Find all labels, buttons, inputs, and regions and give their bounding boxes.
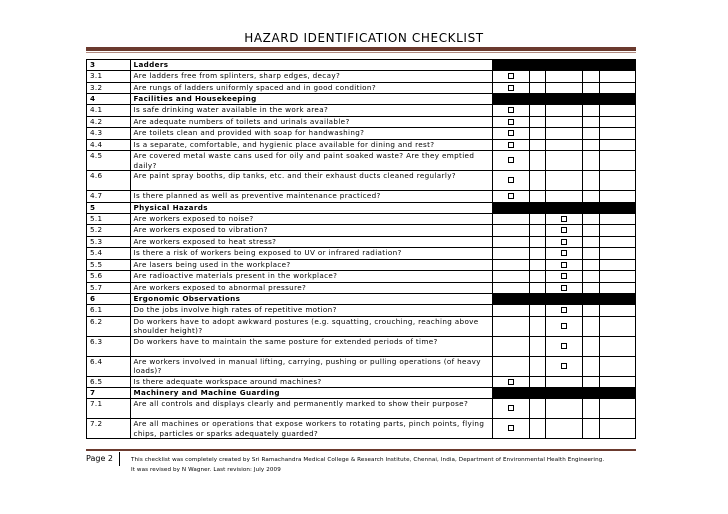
checklist-row <box>87 151 636 171</box>
answer-cell <box>493 82 529 94</box>
answer-cell <box>546 316 582 336</box>
question-text: Are workers involved in manual lifting, carrying, pushing or pulling operations (of heavy loads)? <box>130 356 493 376</box>
answer-cell <box>529 191 546 203</box>
checklist-row <box>87 356 636 376</box>
answer-cell <box>599 399 635 419</box>
page-title: HAZARD IDENTIFICATION CHECKLIST <box>244 31 484 45</box>
answer-cell <box>582 225 599 237</box>
answer-cell <box>529 128 546 140</box>
answer-cell <box>546 171 582 191</box>
answer-cell <box>582 248 599 260</box>
item-number: 7 <box>87 388 131 399</box>
answer-cell <box>529 213 546 225</box>
hazard-checklist-table <box>86 59 636 439</box>
answer-cell <box>599 376 635 388</box>
answer-cell <box>582 82 599 94</box>
checkbox-icon[interactable] <box>508 405 514 411</box>
question-text: Do the jobs involve high rates of repetitive motion? <box>130 305 493 317</box>
answer-cell <box>529 282 546 294</box>
answer-cell <box>599 336 635 356</box>
answer-cell <box>599 71 635 83</box>
answer-cell <box>493 105 529 117</box>
answer-cell <box>582 71 599 83</box>
answer-cell <box>529 376 546 388</box>
checklist-row <box>87 225 636 237</box>
item-number: 5.3 <box>87 236 131 248</box>
question-text: Are ladders free from splinters, sharp edges, decay? <box>130 71 493 83</box>
checkbox-icon[interactable] <box>561 216 567 222</box>
checkbox-icon[interactable] <box>508 425 514 431</box>
answer-cell <box>582 116 599 128</box>
answer-cell <box>529 60 546 71</box>
question-text: Are all machines or operations that expose workers to rotating parts, pinch points, flying chips, particles or sparks adequately guarded? <box>130 419 493 439</box>
answer-cell <box>493 388 529 399</box>
answer-cell <box>493 202 529 213</box>
answer-cell <box>529 202 546 213</box>
answer-cell <box>599 202 635 213</box>
checklist-row <box>87 213 636 225</box>
answer-cell <box>546 202 582 213</box>
checklist-row <box>87 305 636 317</box>
checkbox-icon[interactable] <box>561 273 567 279</box>
answer-cell <box>529 356 546 376</box>
item-number: 4 <box>87 94 131 105</box>
section-row <box>87 60 636 71</box>
answer-cell <box>529 316 546 336</box>
answer-cell <box>599 139 635 151</box>
answer-cell <box>493 271 529 283</box>
answer-cell <box>599 191 635 203</box>
checkbox-icon[interactable] <box>508 177 514 183</box>
question-text: Are all controls and displays clearly and permanently marked to show their purpose? <box>130 399 493 419</box>
section-title: Machinery and Machine Guarding <box>130 388 493 399</box>
item-number: 5.6 <box>87 271 131 283</box>
checklist-row <box>87 282 636 294</box>
checklist-row <box>87 191 636 203</box>
checkbox-icon[interactable] <box>561 262 567 268</box>
answer-cell <box>493 71 529 83</box>
answer-cell <box>546 225 582 237</box>
answer-cell <box>529 151 546 171</box>
answer-cell <box>599 82 635 94</box>
checkbox-icon[interactable] <box>508 193 514 199</box>
answer-cell <box>546 213 582 225</box>
answer-cell <box>493 94 529 105</box>
answer-cell <box>546 82 582 94</box>
checkbox-icon[interactable] <box>508 130 514 136</box>
item-number: 3.1 <box>87 71 131 83</box>
answer-cell <box>529 419 546 439</box>
answer-cell <box>582 171 599 191</box>
answer-cell <box>529 259 546 271</box>
section-row <box>87 388 636 399</box>
answer-cell <box>546 151 582 171</box>
answer-cell <box>599 356 635 376</box>
answer-cell <box>529 82 546 94</box>
answer-cell <box>599 271 635 283</box>
answer-cell <box>599 151 635 171</box>
question-text: Are rungs of ladders uniformly spaced and in good condition? <box>130 82 493 94</box>
answer-cell <box>546 139 582 151</box>
answer-cell <box>582 259 599 271</box>
question-text: Do workers have to adopt awkward postures (e.g. squatting, crouching, reaching above shoulder height)? <box>130 316 493 336</box>
question-text: Do workers have to maintain the same posture for extended periods of time? <box>130 336 493 356</box>
question-text: Is there adequate workspace around machines? <box>130 376 493 388</box>
section-title: Facilities and Housekeeping <box>130 94 493 105</box>
answer-cell <box>529 399 546 419</box>
answer-cell <box>546 248 582 260</box>
answer-cell <box>493 139 529 151</box>
item-number: 5.7 <box>87 282 131 294</box>
checkbox-icon[interactable] <box>508 107 514 113</box>
answer-cell <box>546 336 582 356</box>
item-number: 4.1 <box>87 105 131 117</box>
answer-cell <box>493 171 529 191</box>
answer-cell <box>493 60 529 71</box>
answer-cell <box>529 116 546 128</box>
answer-cell <box>582 419 599 439</box>
answer-cell <box>599 225 635 237</box>
answer-cell <box>582 305 599 317</box>
item-number: 7.1 <box>87 399 131 419</box>
answer-cell <box>599 213 635 225</box>
answer-cell <box>493 419 529 439</box>
answer-cell <box>493 225 529 237</box>
answer-cell <box>529 236 546 248</box>
answer-cell <box>546 60 582 71</box>
answer-cell <box>582 356 599 376</box>
checklist-row <box>87 336 636 356</box>
checklist-row <box>87 236 636 248</box>
checkbox-icon[interactable] <box>508 379 514 385</box>
answer-cell <box>582 191 599 203</box>
answer-cell <box>582 271 599 283</box>
checkbox-icon[interactable] <box>508 142 514 148</box>
checkbox-icon[interactable] <box>508 73 514 79</box>
answer-cell <box>599 388 635 399</box>
checkbox-icon[interactable] <box>508 119 514 125</box>
item-number: 6.2 <box>87 316 131 336</box>
checklist-row <box>87 316 636 336</box>
answer-cell <box>529 271 546 283</box>
section-row <box>87 202 636 213</box>
answer-cell <box>582 60 599 71</box>
footer-credit-line: This checklist was completely created by Sri Ramachandra Medical College & Research Institute, Chennai, India, Department of Environmental Health Engineering. <box>131 457 605 463</box>
item-number: 4.7 <box>87 191 131 203</box>
answer-cell <box>599 305 635 317</box>
answer-cell <box>529 305 546 317</box>
item-number: 5.1 <box>87 213 131 225</box>
answer-cell <box>599 419 635 439</box>
answer-cell <box>599 259 635 271</box>
checklist-row <box>87 71 636 83</box>
item-number: 4.4 <box>87 139 131 151</box>
question-text: Are adequate numbers of toilets and urinals available? <box>130 116 493 128</box>
answer-cell <box>582 202 599 213</box>
item-number: 6.1 <box>87 305 131 317</box>
item-number: 6.3 <box>87 336 131 356</box>
checkbox-icon[interactable] <box>508 85 514 91</box>
answer-cell <box>546 236 582 248</box>
answer-cell <box>546 388 582 399</box>
answer-cell <box>546 191 582 203</box>
answer-cell <box>582 282 599 294</box>
item-number: 6.5 <box>87 376 131 388</box>
answer-cell <box>529 336 546 356</box>
answer-cell <box>493 248 529 260</box>
checklist-row <box>87 128 636 140</box>
checkbox-icon[interactable] <box>508 157 514 163</box>
item-number: 5.2 <box>87 225 131 237</box>
answer-cell <box>599 116 635 128</box>
checklist-row <box>87 171 636 191</box>
answer-cell <box>599 60 635 71</box>
answer-cell <box>493 356 529 376</box>
item-number: 4.3 <box>87 128 131 140</box>
answer-cell <box>493 376 529 388</box>
checkbox-icon[interactable] <box>561 250 567 256</box>
answer-cell <box>582 388 599 399</box>
answer-cell <box>493 305 529 317</box>
answer-cell <box>546 282 582 294</box>
answer-cell <box>546 294 582 305</box>
checkbox-icon[interactable] <box>561 239 567 245</box>
answer-cell <box>582 236 599 248</box>
item-number: 5 <box>87 202 131 213</box>
item-number: 5.4 <box>87 248 131 260</box>
answer-cell <box>493 128 529 140</box>
answer-cell <box>546 376 582 388</box>
answer-cell <box>493 116 529 128</box>
page-number: Page 2 <box>86 452 120 466</box>
checkbox-icon[interactable] <box>561 363 567 369</box>
answer-cell <box>529 139 546 151</box>
section-row <box>87 94 636 105</box>
checklist-row <box>87 399 636 419</box>
answer-cell <box>529 171 546 191</box>
answer-cell <box>493 294 529 305</box>
answer-cell <box>529 388 546 399</box>
answer-cell <box>599 128 635 140</box>
answer-cell <box>529 225 546 237</box>
item-number: 4.6 <box>87 171 131 191</box>
answer-cell <box>493 151 529 171</box>
checkbox-icon[interactable] <box>561 323 567 329</box>
answer-cell <box>493 236 529 248</box>
question-text: Are paint spray booths, dip tanks, etc. and their exhaust ducts cleaned regularly? <box>130 171 493 191</box>
answer-cell <box>529 294 546 305</box>
answer-cell <box>546 94 582 105</box>
answer-cell <box>582 151 599 171</box>
answer-cell <box>582 139 599 151</box>
answer-cell <box>546 71 582 83</box>
question-text: Is there planned as well as preventive maintenance practiced? <box>130 191 493 203</box>
question-text: Is there a risk of workers being exposed to UV or infrared radiation? <box>130 248 493 260</box>
answer-cell <box>599 94 635 105</box>
question-text: Are workers exposed to heat stress? <box>130 236 493 248</box>
question-text: Are workers exposed to noise? <box>130 213 493 225</box>
answer-cell <box>529 105 546 117</box>
question-text: Are covered metal waste cans used for oily and paint soaked waste? Are they emptied daily? <box>130 151 493 171</box>
footer-revision-line: It was revised by N Wagner. Last revision: July 2009 <box>131 467 281 473</box>
answer-cell <box>493 399 529 419</box>
question-text: Are lasers being used in the workplace? <box>130 259 493 271</box>
answer-cell <box>493 213 529 225</box>
checklist-row <box>87 105 636 117</box>
checklist-row <box>87 271 636 283</box>
answer-cell <box>493 336 529 356</box>
checklist-row <box>87 82 636 94</box>
section-row <box>87 294 636 305</box>
title-divider-thin <box>86 52 636 53</box>
answer-cell <box>582 376 599 388</box>
item-number: 5.5 <box>87 259 131 271</box>
checklist-row <box>87 248 636 260</box>
item-number: 4.5 <box>87 151 131 171</box>
answer-cell <box>582 94 599 105</box>
answer-cell <box>546 105 582 117</box>
question-text: Are workers exposed to vibration? <box>130 225 493 237</box>
answer-cell <box>546 116 582 128</box>
answer-cell <box>493 191 529 203</box>
checkbox-icon[interactable] <box>561 285 567 291</box>
answer-cell <box>599 294 635 305</box>
checkbox-icon[interactable] <box>561 343 567 349</box>
answer-cell <box>582 128 599 140</box>
answer-cell <box>529 248 546 260</box>
checkbox-icon[interactable] <box>561 307 567 313</box>
section-title: Ladders <box>130 60 493 71</box>
title-divider <box>86 47 636 51</box>
answer-cell <box>546 419 582 439</box>
answer-cell <box>546 356 582 376</box>
answer-cell <box>582 336 599 356</box>
answer-cell <box>599 248 635 260</box>
answer-cell <box>529 71 546 83</box>
answer-cell <box>599 282 635 294</box>
answer-cell <box>599 236 635 248</box>
answer-cell <box>599 171 635 191</box>
answer-cell <box>546 271 582 283</box>
item-number: 3.2 <box>87 82 131 94</box>
section-title: Ergonomic Observations <box>130 294 493 305</box>
checklist-row <box>87 419 636 439</box>
footer-credits <box>131 455 604 475</box>
checklist-row <box>87 259 636 271</box>
checklist-row <box>87 139 636 151</box>
item-number: 3 <box>87 60 131 71</box>
question-text: Are radioactive materials present in the workplace? <box>130 271 493 283</box>
checklist-row <box>87 376 636 388</box>
answer-cell <box>546 399 582 419</box>
answer-cell <box>493 316 529 336</box>
answer-cell <box>546 128 582 140</box>
question-text: Are workers exposed to abnormal pressure? <box>130 282 493 294</box>
section-title: Physical Hazards <box>130 202 493 213</box>
answer-cell <box>546 305 582 317</box>
footer-divider <box>86 449 636 451</box>
answer-cell <box>493 282 529 294</box>
answer-cell <box>582 105 599 117</box>
checkbox-icon[interactable] <box>561 227 567 233</box>
answer-cell <box>599 316 635 336</box>
checklist-row <box>87 116 636 128</box>
item-number: 6 <box>87 294 131 305</box>
question-text: Is safe drinking water available in the work area? <box>130 105 493 117</box>
item-number: 4.2 <box>87 116 131 128</box>
answer-cell <box>582 213 599 225</box>
answer-cell <box>546 259 582 271</box>
question-text: Are toilets clean and provided with soap for handwashing? <box>130 128 493 140</box>
answer-cell <box>493 259 529 271</box>
item-number: 6.4 <box>87 356 131 376</box>
item-number: 7.2 <box>87 419 131 439</box>
answer-cell <box>582 399 599 419</box>
question-text: Is a separate, comfortable, and hygienic place available for dining and rest? <box>130 139 493 151</box>
answer-cell <box>599 105 635 117</box>
answer-cell <box>529 94 546 105</box>
answer-cell <box>582 294 599 305</box>
answer-cell <box>582 316 599 336</box>
